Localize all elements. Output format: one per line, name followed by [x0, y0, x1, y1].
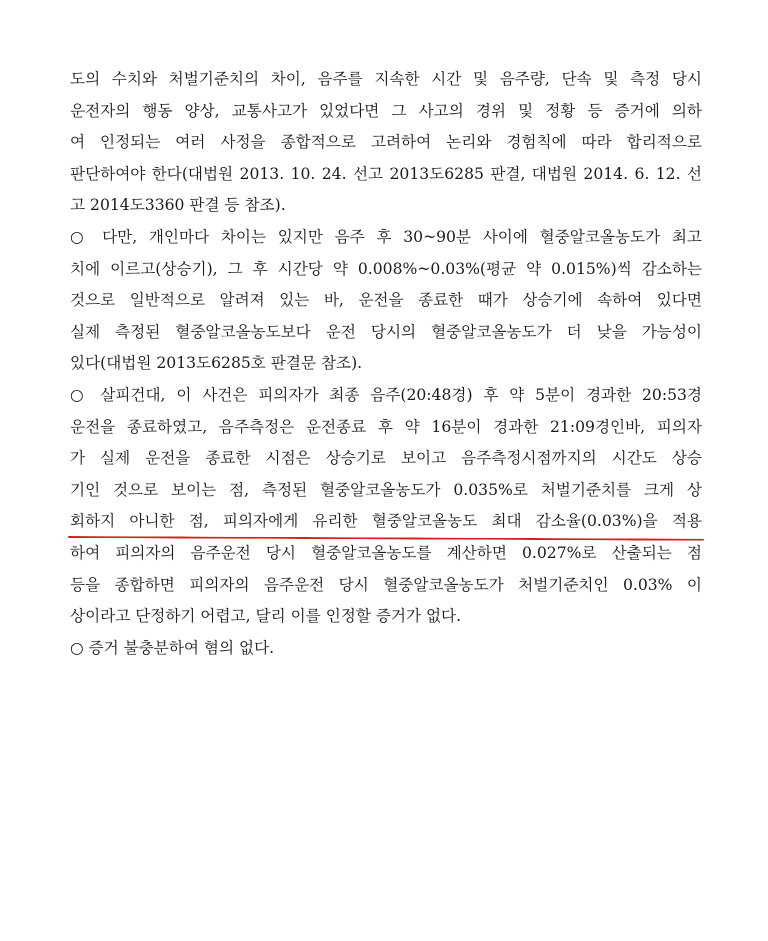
- highlighted-text-line: 하여 피의자의 음주운전 당시 혈중알코올농도를 계산하면 0.027%로 산출되는 점: [70, 543, 702, 562]
- text-line: 치에 이르고(상승기), 그 후 시간당 약 0.008%~0.03%(평균 약 0.015%)씩 감소하는: [70, 259, 702, 278]
- text-line: 가 실제 운전을 종료한 시점은 상승기로 보이고 음주측정시점까지의 시간도 상승: [70, 449, 702, 468]
- document-body: [70, 64, 702, 664]
- text-line: ○ 다만, 개인마다 차이는 있지만 음주 후 30~90분 사이에 혈중알코올농도가 최고: [70, 227, 702, 246]
- text-line: ○ 살피건대, 이 사건은 피의자가 최종 음주(20:48경) 후 약 5분이 경과한 20:53경: [70, 385, 702, 404]
- text-line: 기인 것으로 보이는 점, 측정된 혈중알코올농도가 0.035%로 처벌기준치를 크게 상: [70, 480, 702, 499]
- text-line: 실제 측정된 혈중알코올농도보다 운전 당시의 혈중알코올농도가 더 낮을 가능성이: [70, 322, 702, 341]
- text-line: ○ 증거 불충분하여 혐의 없다.: [70, 638, 275, 657]
- text-line: 도의 수치와 처벌기준치의 차이, 음주를 지속한 시간 및 음주량, 단속 및 측정 당시: [70, 70, 702, 88]
- text-line: 있다(대법원 2013도6285호 판결문 참조).: [70, 354, 363, 373]
- text-line: 회하지 아니한 점, 피의자에게 유리한 혈중알코올농도 최대 감소율(0.03%)을 적용: [70, 512, 702, 531]
- text-line: 판단하여야 한다(대법원 2013. 10. 24. 선고 2013도6285 판결, 대법원 2014. 6. 12. 선: [70, 164, 702, 183]
- text-line: 운전자의 행동 양상, 교통사고가 있었다면 그 사고의 경위 및 정황 등 증거에 의하: [70, 101, 702, 120]
- text-line: 등을 종합하면 피의자의 음주운전 당시 혈중알코올농도가 처벌기준치인 0.03% 이: [70, 575, 702, 594]
- text-line: 상이라고 단정하기 어렵고, 달리 이를 인정할 증거가 없다.: [70, 607, 462, 626]
- text-line: 고 2014도3360 판결 등 참조).: [70, 196, 286, 215]
- text-line: 운전을 종료하였고, 음주측정은 운전종료 후 약 16분이 경과한 21:09경인바, 피의자: [70, 417, 702, 436]
- text-line: 여 인정되는 여러 사정을 종합적으로 고려하여 논리와 경험칙에 따라 합리적으로: [70, 133, 702, 152]
- text-line: 것으로 일반적으로 알려져 있는 바, 운전을 종료한 때가 상승기에 속하여 있다면: [70, 291, 702, 310]
